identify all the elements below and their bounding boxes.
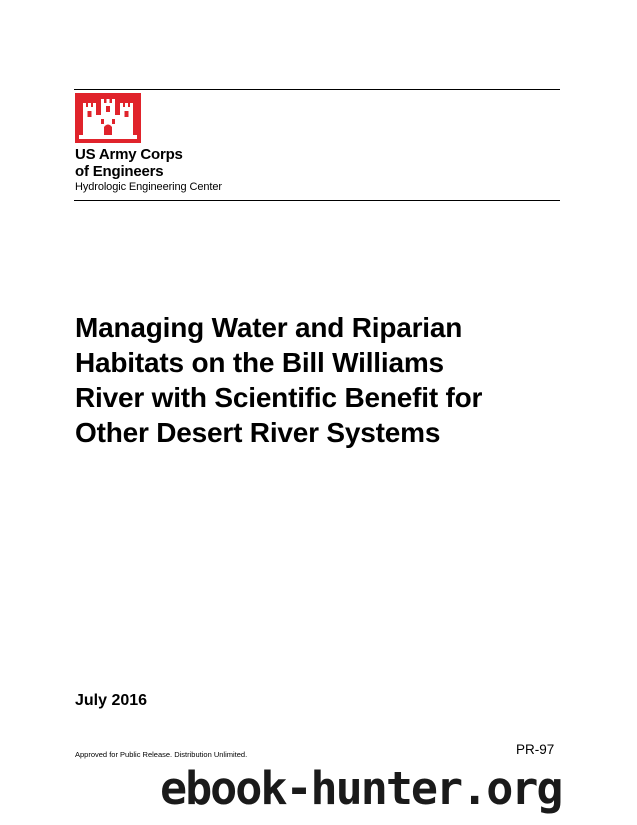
castle-icon bbox=[75, 93, 141, 143]
watermark: ebook-hunter.org bbox=[160, 762, 562, 815]
release-statement: Approved for Public Release. Distribution Unlimited. bbox=[75, 750, 248, 759]
report-number: PR-97 bbox=[516, 742, 555, 757]
report-title bbox=[75, 310, 575, 450]
title-line: Managing Water and Riparian bbox=[75, 312, 463, 343]
organization-name-continued: of Engineers bbox=[75, 163, 164, 180]
organization-name: US Army Corps bbox=[75, 146, 183, 163]
title-line: River with Scientific Benefit for bbox=[75, 382, 483, 413]
organization-center: Hydrologic Engineering Center bbox=[75, 181, 222, 193]
title-line: Other Desert River Systems bbox=[75, 417, 441, 448]
header-divider bbox=[74, 200, 560, 201]
top-divider bbox=[74, 89, 560, 90]
title-line: Habitats on the Bill Williams bbox=[75, 347, 444, 378]
report-date: July 2016 bbox=[75, 692, 148, 709]
